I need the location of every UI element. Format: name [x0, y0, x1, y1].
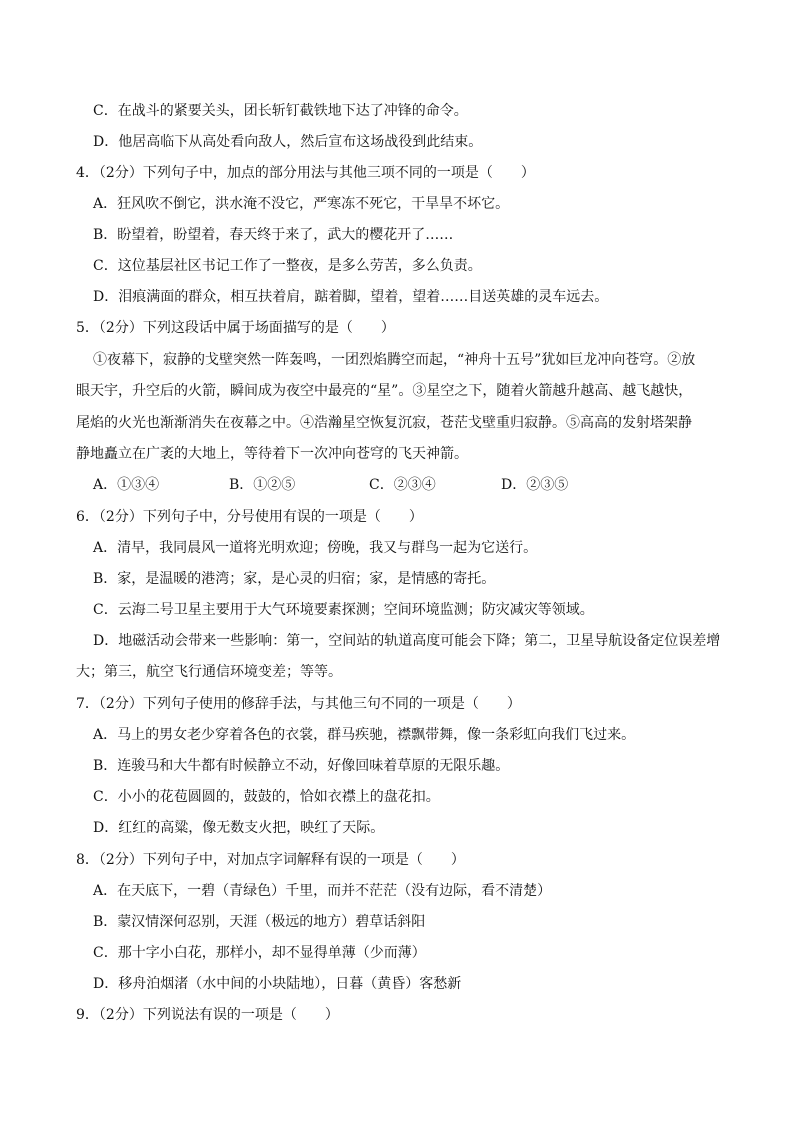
- q7-stem: 7．（2分）下列句子使用的修辞手法，与其他三句不同的一项是（ ）: [76, 696, 521, 712]
- q8-option-b: B．蒙汉情深何忍别，天涯（极远的地方）碧草话斜阳: [93, 914, 426, 930]
- q4-option-c: C．这位基层社区书记工作了一整夜，是多么劳苦，多么负责。: [93, 258, 482, 274]
- q3-option-d: D．他居高临下从高处看向敌人，然后宣布这场战役到此结束。: [93, 134, 483, 150]
- q6-option-a: A．清早，我同晨风一道将光明欢迎；傍晚，我又与群鸟一起为它送行。: [93, 540, 538, 556]
- q3-option-c: C．在战斗的紧要关头，团长斩钉截铁地下达了冲锋的命令。: [93, 103, 468, 119]
- q4-option-a: A．狂风吹不倒它，洪水淹不没它，严寒冻不死它，干旱旱不坏它。: [93, 196, 510, 212]
- q6-option-c: C．云海二号卫星主要用于大气环境要素探测；空间环境监测；防灾减灾等领域。: [93, 602, 594, 618]
- q6-stem: 6．（2分）下列句子中，分号使用有误的一项是（ ）: [76, 509, 423, 525]
- q6-option-b: B．家，是温暖的港湾；家，是心灵的归宿；家，是情感的寄托。: [93, 571, 496, 587]
- q8-stem: 8．（2分）下列句子中，对加点字词解释有误的一项是（ ）: [76, 852, 465, 868]
- q5-choice-d: D．②③⑤: [501, 477, 569, 493]
- q8-option-a: A．在天底下，一碧（青绿色）千里，而并不茫茫（没有边际，看不清楚）: [93, 883, 552, 899]
- q5-passage-line: 尾焰的火光也渐渐消失在夜幕之中。④浩瀚星空恢复沉寂，苍茫戈壁重归寂静。⑤高高的发射塔架静: [76, 415, 692, 431]
- q6-option-d-line1: D．地磁活动会带来一些影响：第一，空间站的轨道高度可能会下降；第二，卫星导航设备定位误差增: [93, 633, 721, 649]
- q5-stem: 5．（2分）下列这段话中属于场面描写的是（ ）: [76, 320, 395, 336]
- q7-option-c: C．小小的花苞圆圆的，鼓鼓的，恰如衣襟上的盘花扣。: [93, 789, 440, 805]
- q5-passage-line: 静地矗立在广袤的大地上，等待着下一次冲向苍穹的飞天神箭。: [76, 446, 468, 462]
- q7-option-d: D．红红的高粱，像无数支火把，映红了天际。: [93, 820, 385, 836]
- q5-choice-c: C．②③④: [369, 477, 436, 493]
- q5-passage-line: 眼天宇，升空后的火箭，瞬间成为夜空中最亮的“星”。③星空之下，随着火箭越升越高、越飞越快，: [76, 383, 693, 399]
- q5-choices: [93, 475, 613, 497]
- q6-option-d-line2: 大；第三，航空飞行通信环境变差；等等。: [76, 664, 342, 680]
- q8-option-d: D．移舟泊烟渚（水中间的小块陆地），日暮（黄昏）客愁新: [93, 976, 462, 992]
- q7-option-a: A．马上的男女老少穿着各色的衣裳，群马疾驰，襟飘带舞，像一条彩虹向我们飞过来。: [93, 727, 636, 743]
- q5-passage-line: ①夜幕下，寂静的戈壁突然一阵轰鸣，一团烈焰腾空而起，“神舟十五号”犹如巨龙冲向苍穹。②放: [93, 352, 696, 368]
- q9-stem: 9．（2分）下列说法有误的一项是（ ）: [76, 1007, 339, 1023]
- q7-option-b: B．连骏马和大牛都有时候静立不动，好像回味着草原的无限乐趣。: [93, 758, 510, 774]
- q4-option-d: D．泪痕满面的群众，相互扶着肩，踮着脚，望着，望着……目送英雄的灵车远去。: [93, 289, 609, 305]
- q8-option-c: C．那十字小白花，那样小，却不显得单薄（少而薄）: [93, 945, 426, 961]
- q4-option-b: B．盼望着，盼望着，春天终于来了，武大的樱花开了……: [93, 227, 454, 243]
- q4-stem: 4．（2分）下列句子中，加点的部分用法与其他三项不同的一项是（ ）: [76, 165, 535, 181]
- q5-choice-b: B．①②⑤: [229, 477, 296, 493]
- q5-choice-a: A．①③④: [93, 477, 160, 493]
